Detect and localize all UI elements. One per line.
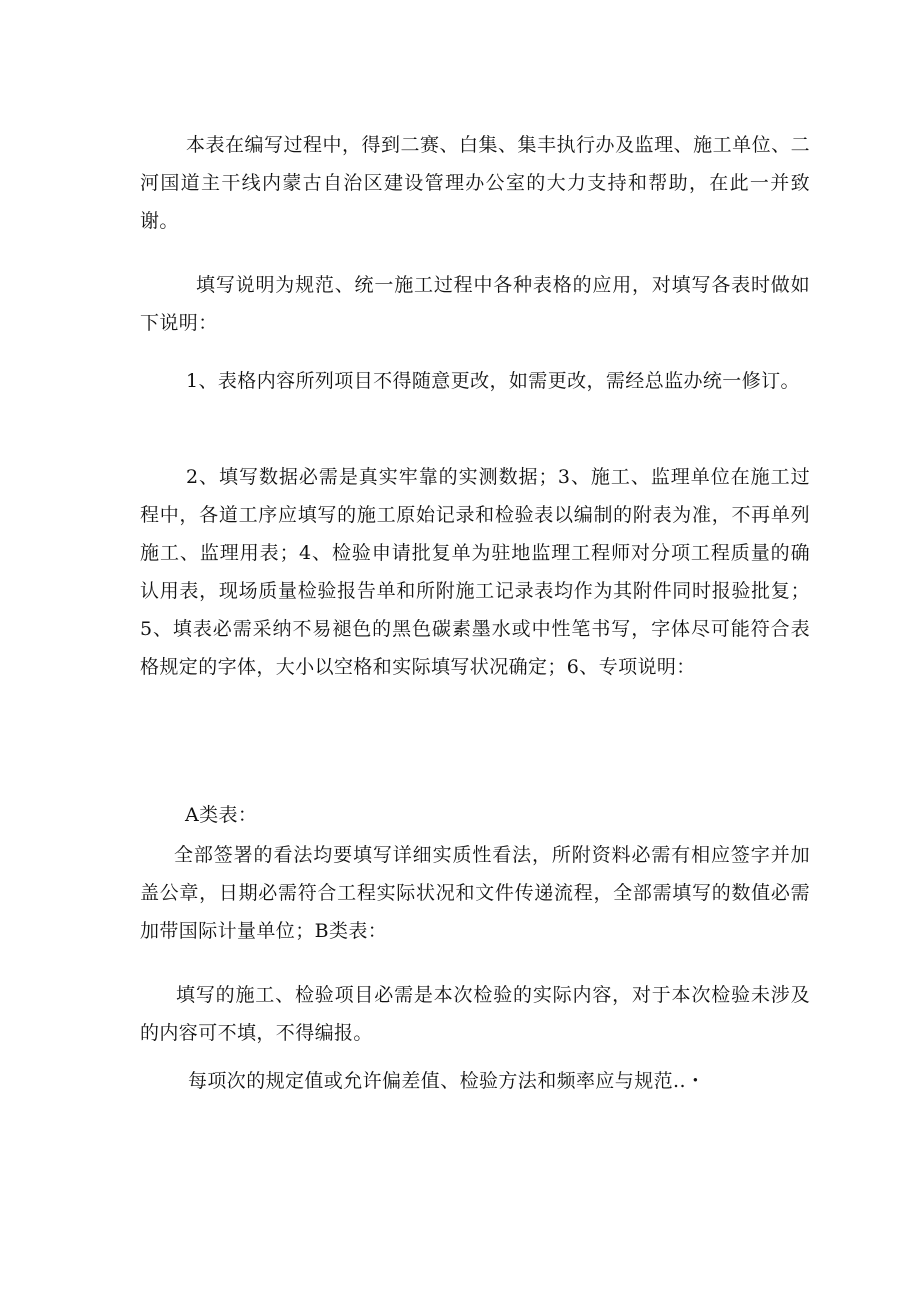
section-a-paragraph: 全部签署的看法均要填写详细实质性看法，所附资料必需有相应签字并加盖公章，日期必需符合工程实际状况和文件传递流程，全部需填写的数值必需加带国际计量单位；B类表： — [140, 844, 810, 942]
instructions-intro-paragraph: 填写说明为规范、统一施工过程中各种表格的应用，对填写各表时做如下说明： — [140, 274, 810, 334]
instruction-items-2-to-6: 2、填写数据必需是真实牢靠的实测数据；3、施工、监理单位在施工过程中，各道工序应填写的施工原始记录和检验表以编制的附表为准，不再单列施工、监理用表；4、检验申请批复单为驻地监理工程师对分项工程质量的确认用表，现场质量检验报告单和所附施工记录表均作为其附件同时报验批复；5、填表必需采纳不易褪色的黑色碳素墨水或中性笔书写，字体尽可能符合表格规定的字体，大小以空格和实际填写状况确定；6、专项说明： — [140, 466, 810, 678]
section-b-paragraph: 填写的施工、检验项目必需是本次检验的实际内容，对于本次检验未涉及的内容可不填，不得编报。 — [140, 984, 810, 1044]
instruction-item-1: 1、表格内容所列项目不得随意更改，如需更改，需经总监办统一修订。 — [186, 370, 800, 392]
section-heading-a: A类表： — [185, 804, 258, 826]
final-paragraph: 每项次的规定值或允许偏差值、检验方法和频率应与规范..・ — [188, 1070, 706, 1092]
acknowledgement-paragraph: 本表在编写过程中，得到二赛、白集、集丰执行办及监理、施工单位、二河国道主干线内蒙古自治区建设管理办公室的大力支持和帮助，在此一并致谢。 — [140, 134, 810, 232]
